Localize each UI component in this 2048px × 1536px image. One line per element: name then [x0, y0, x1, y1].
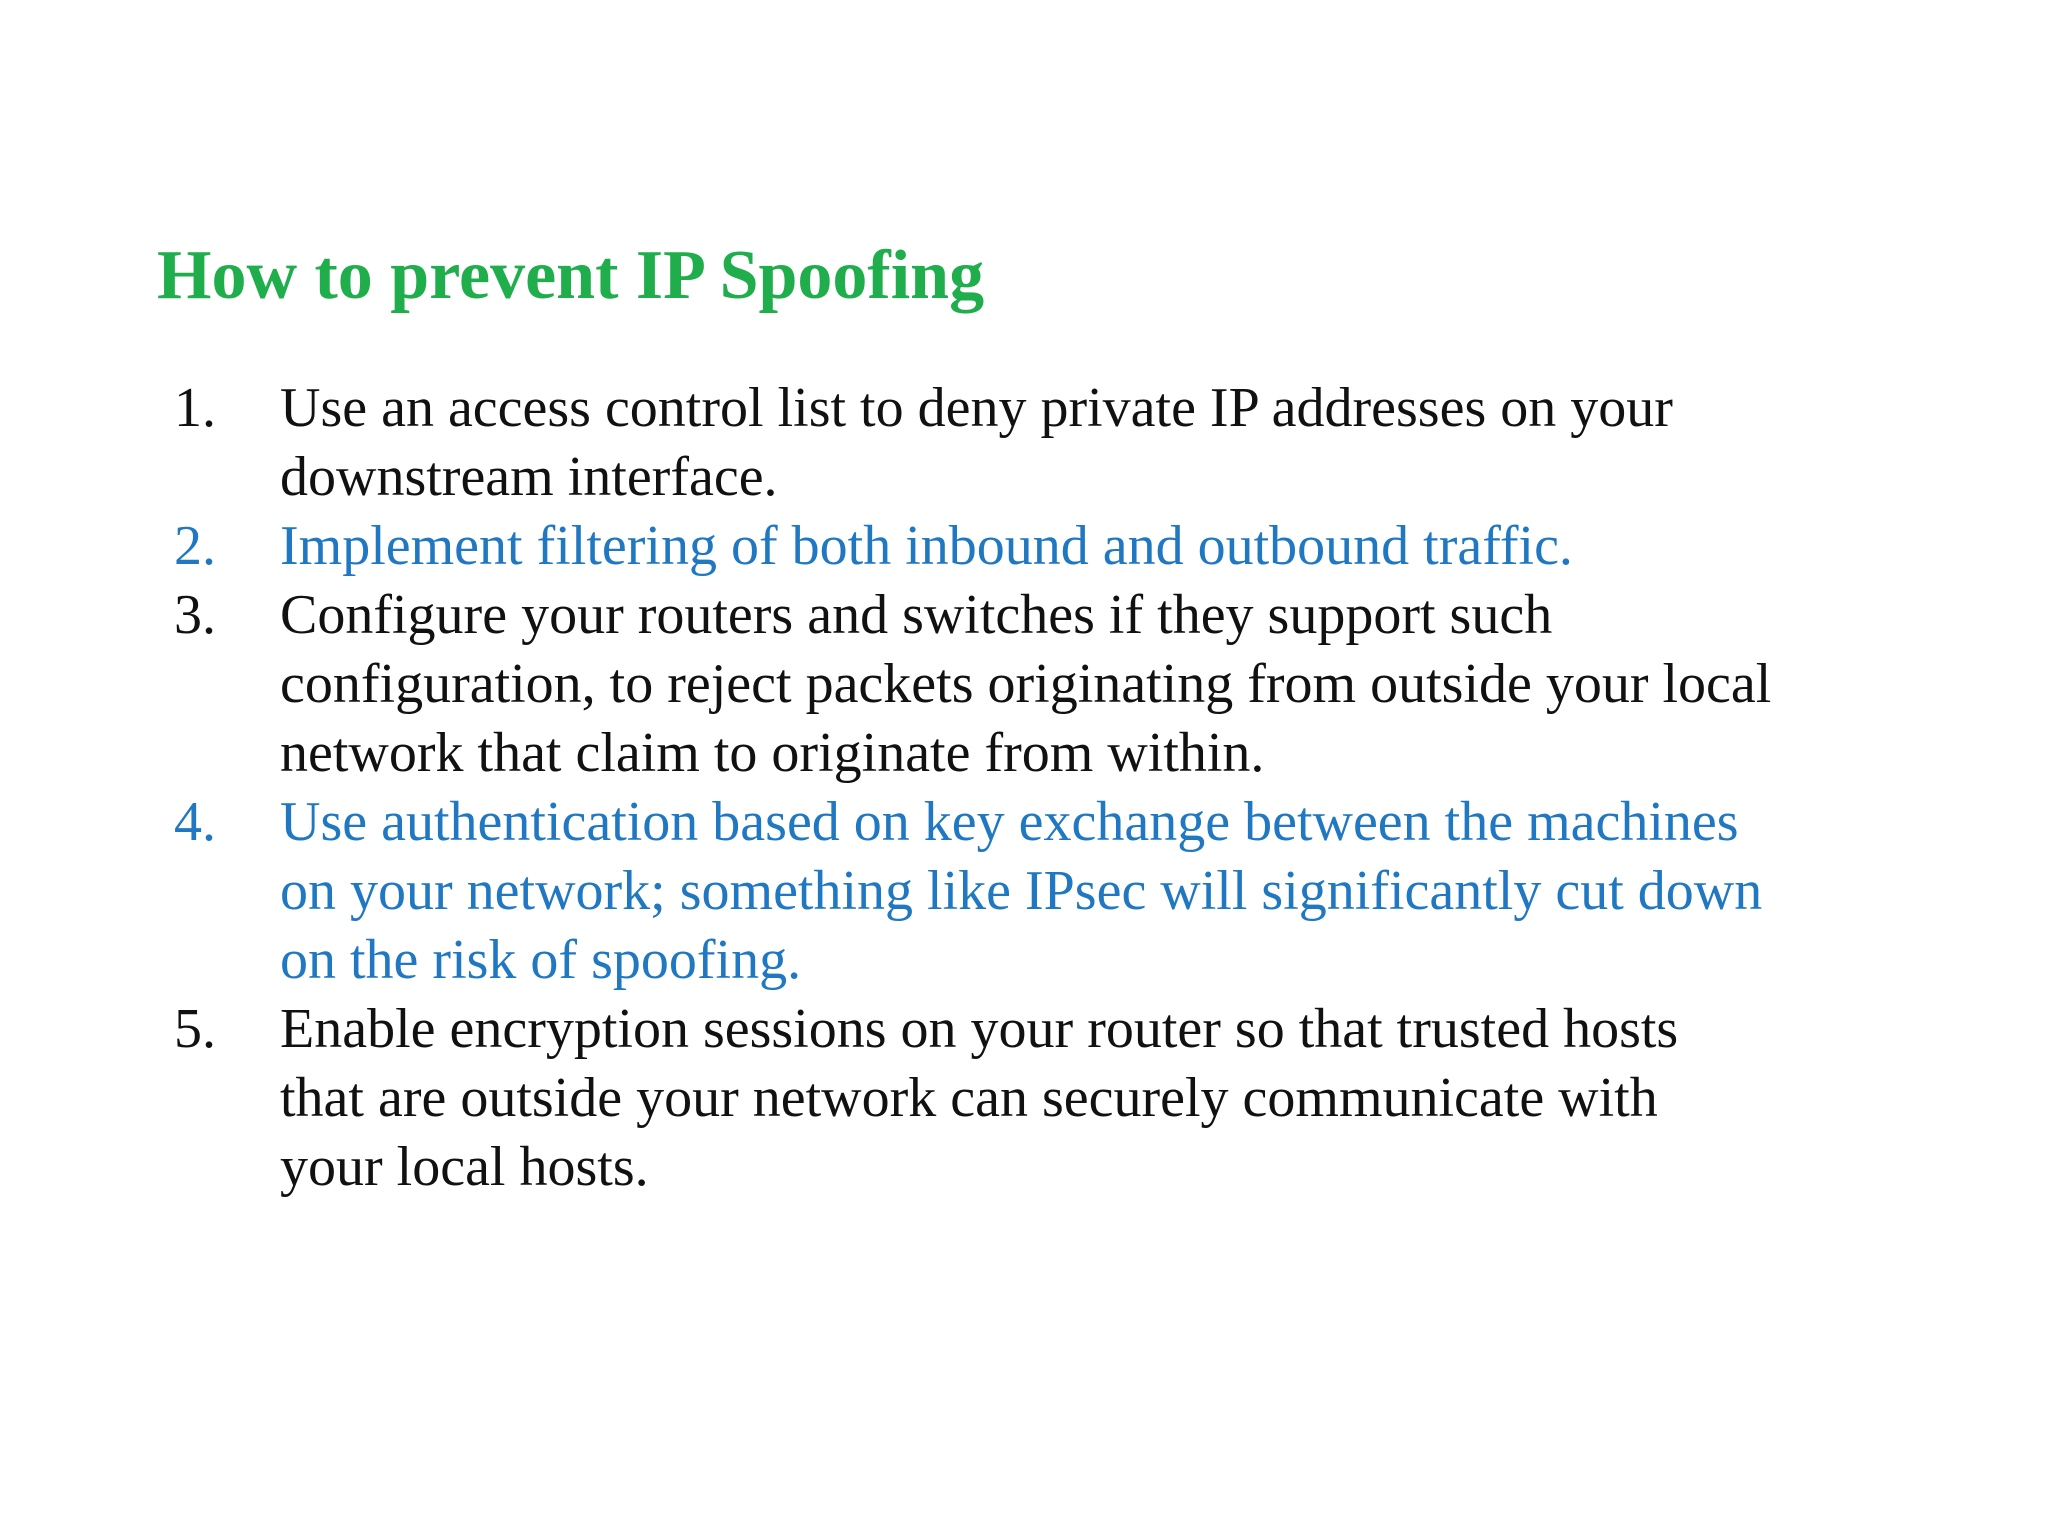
item-text — [280, 512, 1874, 581]
item-text-line: on the risk of spoofing. — [280, 929, 802, 991]
item-text-line: that are outside your network can securely communicate with — [280, 1067, 1658, 1129]
slide-title: How to prevent IP Spoofing — [157, 237, 985, 314]
item-text-line: configuration, to reject packets originating from outside your local — [280, 653, 1772, 715]
prevention-item-4 — [174, 788, 1874, 995]
item-text — [280, 374, 1874, 512]
item-number: 3. — [174, 584, 216, 646]
prevention-item-1 — [174, 374, 1874, 512]
item-text-line: on your network; something like IPsec will significantly cut down — [280, 860, 1763, 922]
prevention-list — [174, 374, 1874, 1202]
item-number: 2. — [174, 515, 216, 577]
prevention-item-2 — [174, 512, 1874, 581]
item-text-line: downstream interface. — [280, 446, 778, 508]
prevention-item-5 — [174, 995, 1874, 1202]
item-number: 5. — [174, 998, 216, 1060]
item-text-line: your local hosts. — [280, 1136, 649, 1198]
item-text-line: Configure your routers and switches if they support such — [280, 584, 1553, 646]
item-text-line: Enable encryption sessions on your router so that trusted hosts — [280, 998, 1679, 1060]
item-number: 4. — [174, 791, 216, 853]
item-text-line: Use an access control list to deny private IP addresses on your — [280, 377, 1673, 439]
prevention-item-3 — [174, 581, 1874, 788]
item-text — [280, 995, 1874, 1202]
item-text-line: Use authentication based on key exchange between the machines — [280, 791, 1739, 853]
item-text-line: network that claim to originate from within. — [280, 722, 1265, 784]
item-text — [280, 788, 1874, 995]
item-text — [280, 581, 1874, 788]
item-text-line: Implement filtering of both inbound and outbound traffic. — [280, 515, 1573, 577]
item-number: 1. — [174, 377, 216, 439]
